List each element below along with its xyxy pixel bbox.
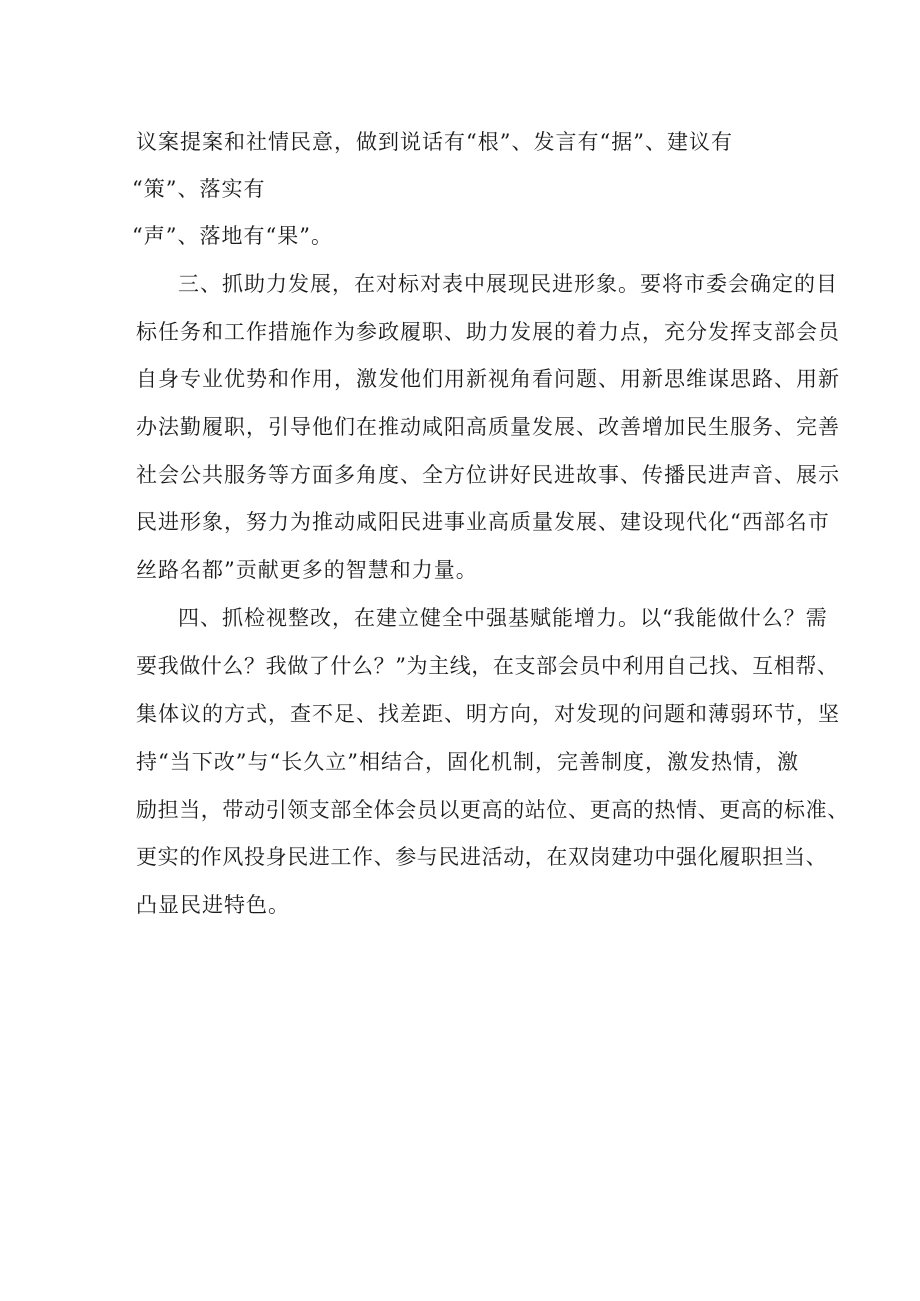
paragraph-line: 要我做什么？我做了什么？”为主线，在支部会员中利用自己找、互相帮、 [136, 654, 839, 678]
paragraph-line: 四、抓检视整改，在建立健全中强基赋能增力。以“我能做什么？需 [178, 606, 828, 630]
paragraph-line: 社会公共服务等方面多角度、全方位讲好民进故事、传播民进声音、展示 [136, 463, 840, 487]
paragraph-line: 凸显民进特色。 [136, 893, 290, 917]
paragraph-line: 三、抓助力发展，在对标对表中展现民进形象。要将市委会确定的目 [178, 272, 838, 296]
paragraph-line: 更实的作风投身民进工作、参与民进活动，在双岗建功中强化履职担当、 [136, 845, 828, 869]
paragraph-line: 丝路名都”贡献更多的智慧和力量。 [136, 558, 478, 582]
paragraph-line: 标任务和工作措施作为参政履职、助力发展的着力点，充分发挥支部会员 [136, 320, 840, 344]
paragraph-line: “声”、落地有“果”。 [132, 224, 333, 248]
paragraph-line: 议案提案和社情民意，做到说话有“根”、发言有“据”、建议有 [136, 130, 733, 154]
paragraph-line: 集体议的方式，查不足、找差距、明方向，对发现的问题和薄弱环节，坚 [136, 702, 840, 726]
paragraph-line: 励担当，带动引领支部全体会员以更高的站位、更高的热情、更高的标准、 [136, 798, 849, 822]
paragraph-line: 自身专业优势和作用，激发他们用新视角看问题、用新思维谋思路、用新 [136, 367, 840, 391]
paragraph-line: 办法勤履职，引导他们在推动咸阳高质量发展、改善增加民生服务、完善 [136, 415, 840, 439]
paragraph-line: 持“当下改”与“长久立”相结合，固化机制，完善制度，激发热情，激 [136, 750, 799, 774]
paragraph-line: 民进形象，努力为推动咸阳民进事业高质量发展、建设现代化“西部名市 [136, 510, 830, 534]
paragraph-line: “策”、落实有 [132, 177, 266, 201]
